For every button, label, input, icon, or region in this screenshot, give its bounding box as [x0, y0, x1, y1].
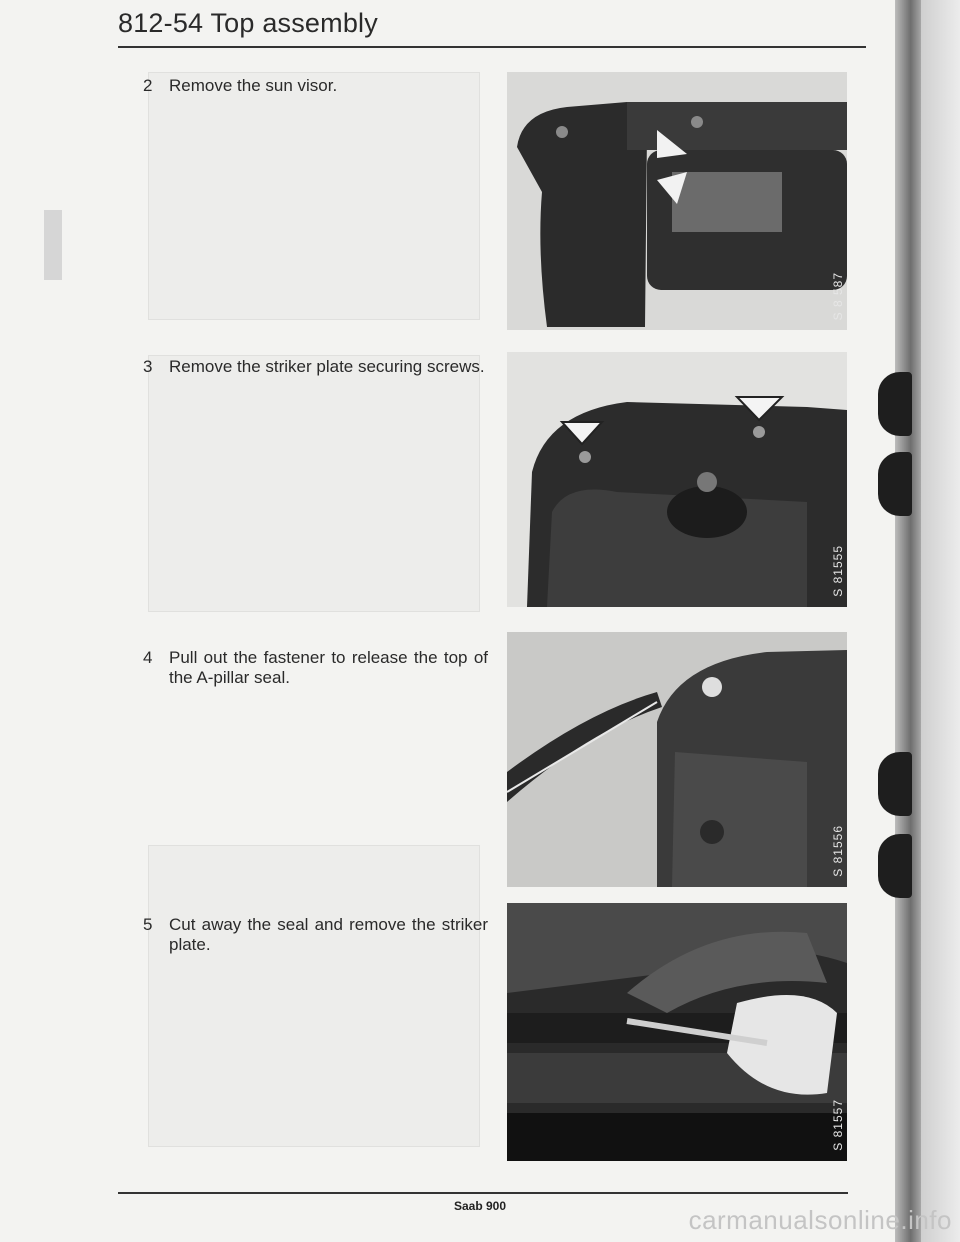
figure-code: S 81555 [831, 545, 845, 597]
page-edge [921, 0, 960, 1242]
step-3 [143, 357, 488, 377]
step-number: 5 [143, 915, 153, 934]
striker-plate-illustration [507, 352, 847, 607]
step-number: 2 [143, 76, 153, 95]
a-pillar-fastener-photo [507, 632, 847, 887]
step-number: 4 [143, 648, 153, 667]
watermark: carmanualsonline.info [688, 1205, 952, 1235]
show-through-panel [148, 845, 480, 1147]
step-5 [143, 915, 488, 955]
show-through-panel [148, 72, 480, 320]
step-text: Remove the striker plate securing screws. [169, 357, 485, 376]
figure-code: S 8 587 [831, 271, 845, 320]
margin-mark [44, 210, 62, 280]
step-text: Remove the sun visor. [169, 76, 338, 95]
binder-tab [878, 752, 912, 816]
page-title: 812-54 Top assembly [118, 8, 378, 38]
footer-divider [118, 1192, 848, 1194]
binder-strip [895, 0, 921, 1242]
figure-code: S 81556 [831, 825, 845, 877]
cut-seal-photo [507, 903, 847, 1161]
binder-tab [878, 452, 912, 516]
show-through-panel [148, 355, 480, 612]
step-text: Pull out the fastener to release the top of the A-pillar seal. [169, 648, 488, 687]
header-divider [118, 46, 866, 48]
step-2 [143, 76, 488, 96]
step-4 [143, 648, 488, 688]
sun-visor-illustration [507, 72, 847, 330]
figure-code: S 81557 [831, 1099, 845, 1151]
striker-plate-screws-photo [507, 352, 847, 607]
step-number: 3 [143, 357, 153, 376]
cut-seal-illustration [507, 903, 847, 1161]
footer-model-label: Saab 900 [453, 1199, 507, 1213]
binder-tab [878, 372, 912, 436]
step-text: Cut away the seal and remove the striker plate. [169, 915, 488, 954]
binder-tab [878, 834, 912, 898]
fastener-illustration [507, 632, 847, 887]
sun-visor-photo [507, 72, 847, 330]
